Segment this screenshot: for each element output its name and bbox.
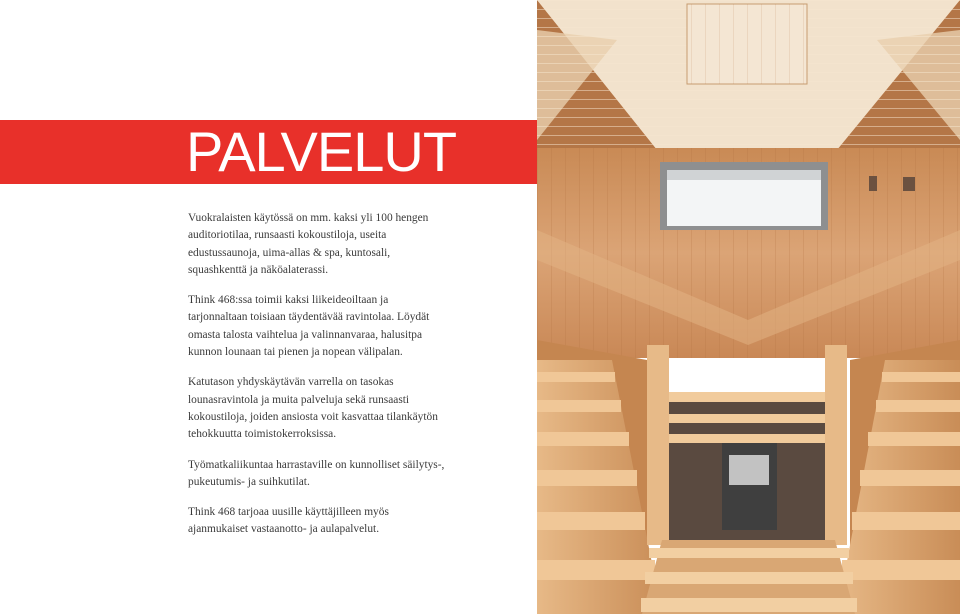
paragraph-restaurants: Think 468:ssa toimii kaksi liikeideoiltaan ja tarjonnaltaan toisiaan täydentävää ravintolaa. Löydät omasta talosta vaihtelua ja valinnanvaraa, halusitpa kunnon lounaan tai pienen ja nopean välipalan.: [188, 294, 430, 359]
paragraph-facilities: Vuokralaisten käytössä on mm. kaksi yli 100 hengen auditoriotilaa, runsaasti kokoustiloja, useita edustussaunoja, uima-allas & spa, kuntosali, squashkenttä ja näköalaterassi.: [188, 212, 429, 276]
page-title: PALVELUT: [186, 120, 457, 183]
stove-guard: [647, 345, 847, 545]
paragraph-reception: Think 468 tarjoaa uusille käyttäjilleen myös ajanmukaiset vastaanotto- ja aulapalvelut.: [188, 506, 389, 536]
paragraph-changing-rooms: Työmatkaliikuntaa harrastaville on kunnolliset säilytys-, pukeutumis- ja suihkutilat.: [188, 458, 445, 488]
sauna-photo: [537, 0, 960, 614]
paragraph-street-level: Katutason yhdyskäytävän varrella on tasokas lounasravintola ja muita palveluja sekä runsaasti kokoustiloja, joiden ansiosta voit kasvattaa tilankäytön tehokkuutta toimistokerroksissa.: [188, 376, 438, 441]
body-text: [188, 210, 450, 552]
